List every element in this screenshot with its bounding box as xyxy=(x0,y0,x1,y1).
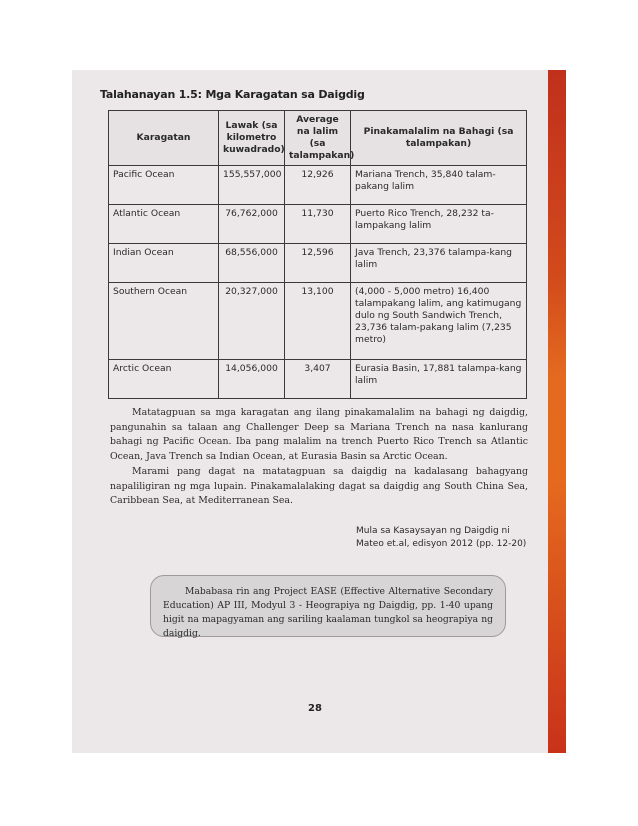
ocean-name: Pacific Ocean xyxy=(109,166,219,205)
header-average-lalim: Average na lalim (sa talampakan) xyxy=(285,111,351,166)
ocean-average-depth: 11,730 xyxy=(285,205,351,244)
table-header-row xyxy=(109,111,527,166)
ocean-average-depth: 3,407 xyxy=(285,360,351,399)
ocean-deepest-part: Puerto Rico Trench, 28,232 ta-lampakang lalim xyxy=(351,205,527,244)
source-line-1: Mula sa Kasaysayan ng Daigdig ni xyxy=(356,526,510,536)
header-pinakamalalim: Pinakamalalim na Bahagi (sa talampakan) xyxy=(351,111,527,166)
paragraph-seas: Marami pang dagat na matatagpuan sa daigdig na kadalasang bahagyang napaliligiran ng mga lupain. Pinakamalalaking dagat sa daigdig ang South China Sea, Caribbean Sea, at Mediterranean Sea. xyxy=(110,466,528,506)
ocean-average-depth: 12,926 xyxy=(285,166,351,205)
ocean-name: Arctic Ocean xyxy=(109,360,219,399)
ocean-name: Indian Ocean xyxy=(109,244,219,283)
orange-edge-bar xyxy=(548,70,566,753)
paragraph-trenches: Matatagpuan sa mga karagatan ang ilang pinakamalalim na bahagi ng daigdig, pangunahin sa talaan ang Challenger Deep sa Mariana Trench na nasa kanlurang bahagi ng Pacific Ocean. Iba pang malalim na trench Puerto Rico Trench sa Atlantic Ocean, Java Trench sa Indian Ocean, at Eurasia Basin sa Arctic Ocean. xyxy=(110,407,528,462)
ocean-area: 76,762,000 xyxy=(219,205,285,244)
ocean-deepest-part: (4,000 - 5,000 metro) 16,400 talampakang lalim, ang katimugang dulo ng South Sandwich Trench, 23,736 talam-pakang lalim (7,235 metro) xyxy=(351,283,527,360)
table-row xyxy=(109,283,527,360)
ocean-deepest-part: Mariana Trench, 35,840 talam-pakang lalim xyxy=(351,166,527,205)
source-citation xyxy=(356,525,526,551)
reading-note-box: Mababasa rin ang Project EASE (Effective Alternative Secondary Education) AP III, Modyul 3 - Heograpiya ng Daigdig, pp. 1-40 upang higit na mapagyaman ang sariling kaalaman tungkol sa heograpiya ng daigdig. xyxy=(150,575,506,637)
table-row xyxy=(109,205,527,244)
ocean-deepest-part: Eurasia Basin, 17,881 talampa-kang lalim xyxy=(351,360,527,399)
source-line-2: Mateo et.al, edisyon 2012 (pp. 12-20) xyxy=(356,539,527,549)
book-page xyxy=(72,70,548,753)
ocean-area: 68,556,000 xyxy=(219,244,285,283)
ocean-area: 14,056,000 xyxy=(219,360,285,399)
ocean-name: Southern Ocean xyxy=(109,283,219,360)
table-row xyxy=(109,360,527,399)
ocean-area: 20,327,000 xyxy=(219,283,285,360)
header-karagatan: Karagatan xyxy=(109,111,219,166)
ocean-deepest-part: Java Trench, 23,376 talampa-kang lalim xyxy=(351,244,527,283)
page-number: 28 xyxy=(308,703,322,714)
ocean-average-depth: 12,596 xyxy=(285,244,351,283)
table-title: Talahanayan 1.5: Mga Karagatan sa Daigdig xyxy=(100,88,365,101)
table-row xyxy=(109,244,527,283)
ocean-name: Atlantic Ocean xyxy=(109,205,219,244)
book-page-photo xyxy=(72,70,566,753)
ocean-average-depth: 13,100 xyxy=(285,283,351,360)
oceans-table xyxy=(108,110,527,399)
ocean-area: 155,557,000 xyxy=(219,166,285,205)
table-row xyxy=(109,166,527,205)
header-lawak: Lawak (sa kilometro kuwadrado) xyxy=(219,111,285,166)
